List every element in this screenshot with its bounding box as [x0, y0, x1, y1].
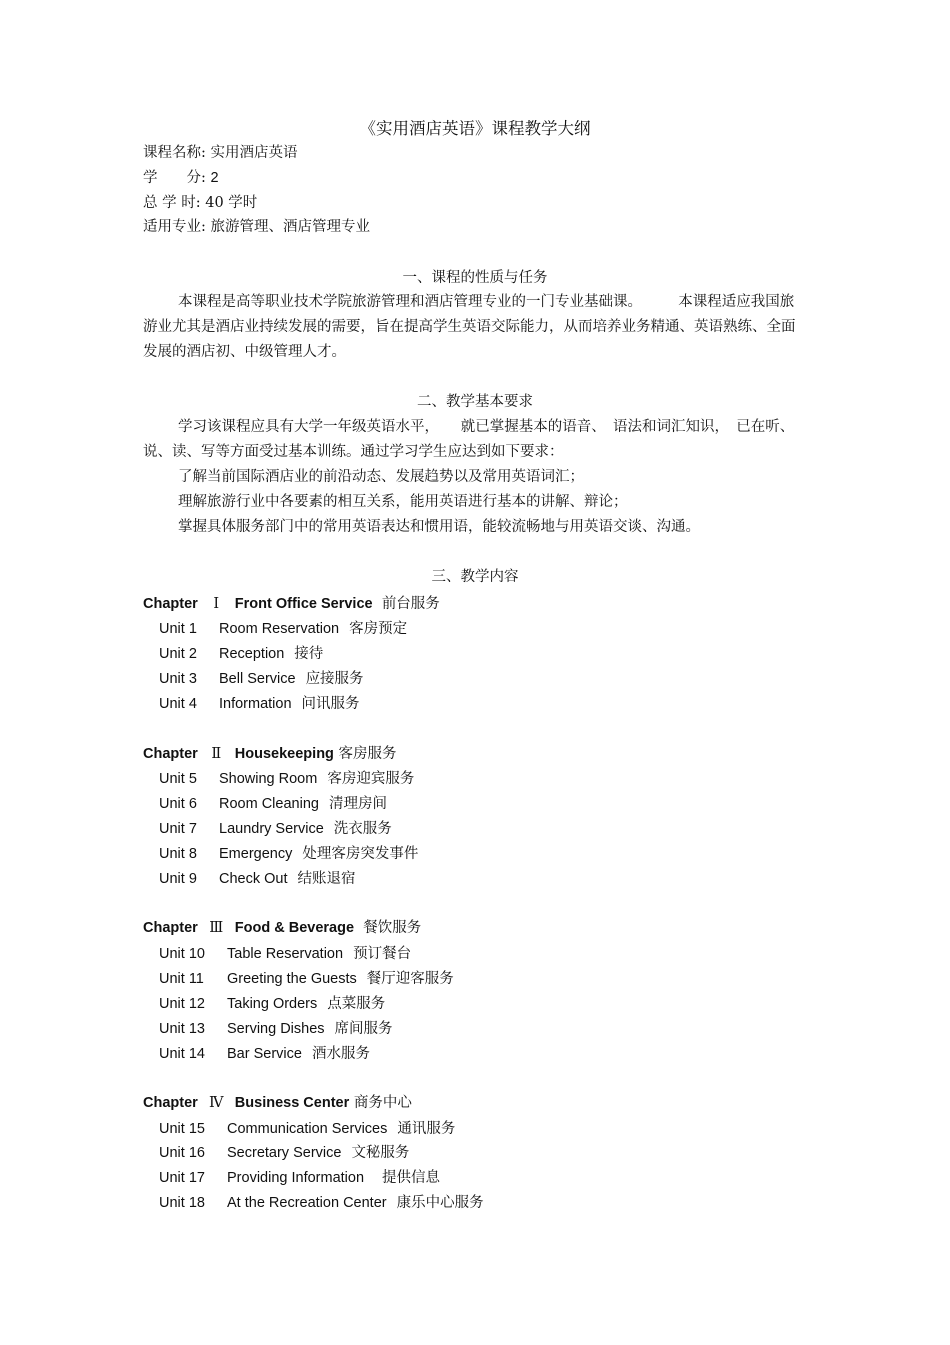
unit-title-cn: 康乐中心服务 — [396, 1195, 484, 1211]
chapter-number: Ⅳ — [209, 1095, 224, 1111]
unit-title-cn: 点菜服务 — [327, 996, 386, 1012]
unit-row — [159, 869, 356, 889]
unit-row — [159, 1168, 440, 1188]
unit-title-cn: 洗衣服务 — [333, 821, 392, 837]
section-body-nature: 本课程是高等职业技术学院旅游管理和酒店管理专业的一门专业基础课。 本课程适应我国旅游业尤其是酒店业持续发展的需要，旨在提高学生英语交际能力，从而培养业务精通、英语熟练、全面发展的酒店初、中级管理人才。 — [143, 294, 796, 360]
unit-title: Taking Orders — [227, 996, 318, 1012]
unit-title-cn: 通讯服务 — [397, 1121, 456, 1137]
unit-title: Information — [219, 696, 292, 712]
meta-label: 适用专业: — [143, 219, 206, 235]
unit-row — [159, 669, 364, 689]
unit-number: Unit 18 — [159, 1195, 205, 1211]
unit-row — [159, 994, 385, 1014]
unit-row — [159, 944, 411, 964]
unit-title-cn: 文秘服务 — [351, 1145, 410, 1161]
unit-row — [159, 619, 407, 639]
unit-row — [159, 1044, 370, 1064]
chapter-title: Food & Beverage — [234, 920, 355, 936]
unit-row — [159, 1119, 455, 1139]
unit-row — [159, 844, 418, 864]
chapter-title: Housekeeping — [234, 746, 334, 762]
unit-title-cn: 应接服务 — [305, 671, 364, 687]
chapter-label: Chapter — [143, 1095, 198, 1111]
unit-row — [159, 1019, 393, 1039]
unit-title: Room Cleaning — [219, 796, 319, 812]
unit-row — [159, 1193, 484, 1213]
chapter-number: Ⅱ — [211, 746, 222, 762]
unit-row — [159, 694, 360, 714]
meta-value: 实用酒店英语 — [210, 145, 298, 161]
unit-title-cn: 提供信息 — [382, 1170, 441, 1186]
unit-title: At the Recreation Center — [227, 1195, 387, 1211]
chapter-label: Chapter — [143, 746, 198, 762]
unit-title: Serving Dishes — [227, 1021, 325, 1037]
chapter-number: Ⅲ — [209, 920, 224, 936]
unit-title: Emergency — [219, 846, 293, 862]
unit-title: Greeting the Guests — [227, 971, 357, 987]
unit-title-cn: 清理房间 — [328, 796, 387, 812]
unit-title: Communication Services — [227, 1121, 388, 1137]
unit-number: Unit 9 — [159, 871, 197, 887]
unit-title-cn: 餐厅迎客服务 — [366, 971, 454, 987]
unit-title: Bell Service — [219, 671, 296, 687]
meta-label: 学 分: — [143, 170, 206, 186]
meta-value: 旅游管理、酒店管理专业 — [210, 219, 370, 235]
unit-number: Unit 4 — [159, 696, 197, 712]
unit-number: Unit 3 — [159, 671, 197, 687]
meta-label: 总 学 时: — [143, 195, 201, 211]
unit-row — [159, 794, 387, 814]
unit-number: Unit 10 — [159, 946, 205, 962]
chapter-title: Front Office Service — [234, 596, 373, 612]
chapter-title-cn: 前台服务 — [381, 596, 440, 612]
unit-number: Unit 15 — [159, 1121, 205, 1137]
unit-number: Unit 5 — [159, 771, 197, 787]
section-heading-requirements: 二、教学基本要求 — [417, 394, 533, 410]
unit-number: Unit 7 — [159, 821, 197, 837]
unit-number: Unit 1 — [159, 621, 197, 637]
unit-title-cn: 客房迎宾服务 — [327, 771, 415, 787]
meta-major — [143, 217, 370, 237]
requirement-item: 了解当前国际酒店业的前沿动态、发展趋势以及常用英语词汇； — [178, 469, 584, 485]
chapter-title: Business Center — [234, 1095, 350, 1111]
chapter-title-cn: 餐饮服务 — [363, 920, 422, 936]
meta-hours — [143, 193, 257, 213]
unit-title: Secretary Service — [227, 1145, 342, 1161]
unit-row — [159, 819, 392, 839]
unit-title-cn: 结账退宿 — [297, 871, 356, 887]
unit-number: Unit 8 — [159, 846, 197, 862]
requirement-item: 掌握具体服务部门中的常用英语表达和惯用语，能较流畅地与用英语交谈、沟通。 — [178, 519, 700, 535]
unit-row — [159, 644, 323, 664]
document-title: 《实用酒店英语》课程教学大纲 — [359, 119, 591, 138]
unit-number: Unit 13 — [159, 1021, 205, 1037]
section-heading-content: 三、教学内容 — [431, 569, 519, 585]
unit-row — [159, 969, 454, 989]
unit-number: Unit 17 — [159, 1170, 205, 1186]
requirement-item: 理解旅游行业中各要素的相互关系，能用英语进行基本的讲解、辩论； — [178, 494, 628, 510]
unit-title-cn: 客房预定 — [349, 621, 408, 637]
meta-credits — [143, 168, 219, 188]
chapter-title-cn: 商务中心 — [353, 1095, 412, 1111]
unit-title-cn: 预订餐台 — [353, 946, 412, 962]
unit-number: Unit 2 — [159, 646, 197, 662]
section-heading-nature: 一、课程的性质与任务 — [402, 270, 548, 286]
unit-title-cn: 酒水服务 — [311, 1046, 370, 1062]
unit-title: Laundry Service — [219, 821, 324, 837]
meta-course-name — [143, 143, 298, 163]
unit-number: Unit 12 — [159, 996, 205, 1012]
unit-number: Unit 14 — [159, 1046, 205, 1062]
chapter-heading — [143, 918, 421, 938]
unit-title-cn: 处理客房突发事件 — [302, 846, 419, 862]
unit-row — [159, 769, 414, 789]
unit-title-cn: 接待 — [294, 646, 324, 662]
chapter-heading — [143, 1093, 412, 1113]
unit-title: Showing Room — [219, 771, 318, 787]
meta-label: 课程名称: — [143, 145, 206, 161]
section-body-requirements: 学习该课程应具有大学一年级英语水平， 就已掌握基本的语音、 语法和词汇知识， 已在听、说、读、写等方面受过基本训练。通过学习学生应达到如下要求： — [143, 419, 795, 460]
unit-title: Table Reservation — [227, 946, 344, 962]
meta-value: 40 学时 — [205, 195, 258, 211]
unit-title-cn: 问讯服务 — [301, 696, 360, 712]
chapter-heading — [143, 744, 397, 764]
chapter-label: Chapter — [143, 596, 198, 612]
unit-title: Reception — [219, 646, 285, 662]
chapter-title-cn: 客房服务 — [338, 746, 397, 762]
unit-number: Unit 16 — [159, 1145, 205, 1161]
meta-value: 2 — [210, 170, 219, 186]
unit-title: Room Reservation — [219, 621, 340, 637]
chapter-heading — [143, 594, 440, 614]
unit-title-cn: 席间服务 — [334, 1021, 393, 1037]
chapter-number: Ⅰ — [213, 596, 220, 612]
unit-number: Unit 11 — [159, 971, 204, 987]
unit-number: Unit 6 — [159, 796, 197, 812]
unit-title: Bar Service — [227, 1046, 302, 1062]
unit-title: Check Out — [219, 871, 288, 887]
unit-row — [159, 1143, 409, 1163]
unit-title: Providing Information — [227, 1170, 365, 1186]
chapter-label: Chapter — [143, 920, 198, 936]
